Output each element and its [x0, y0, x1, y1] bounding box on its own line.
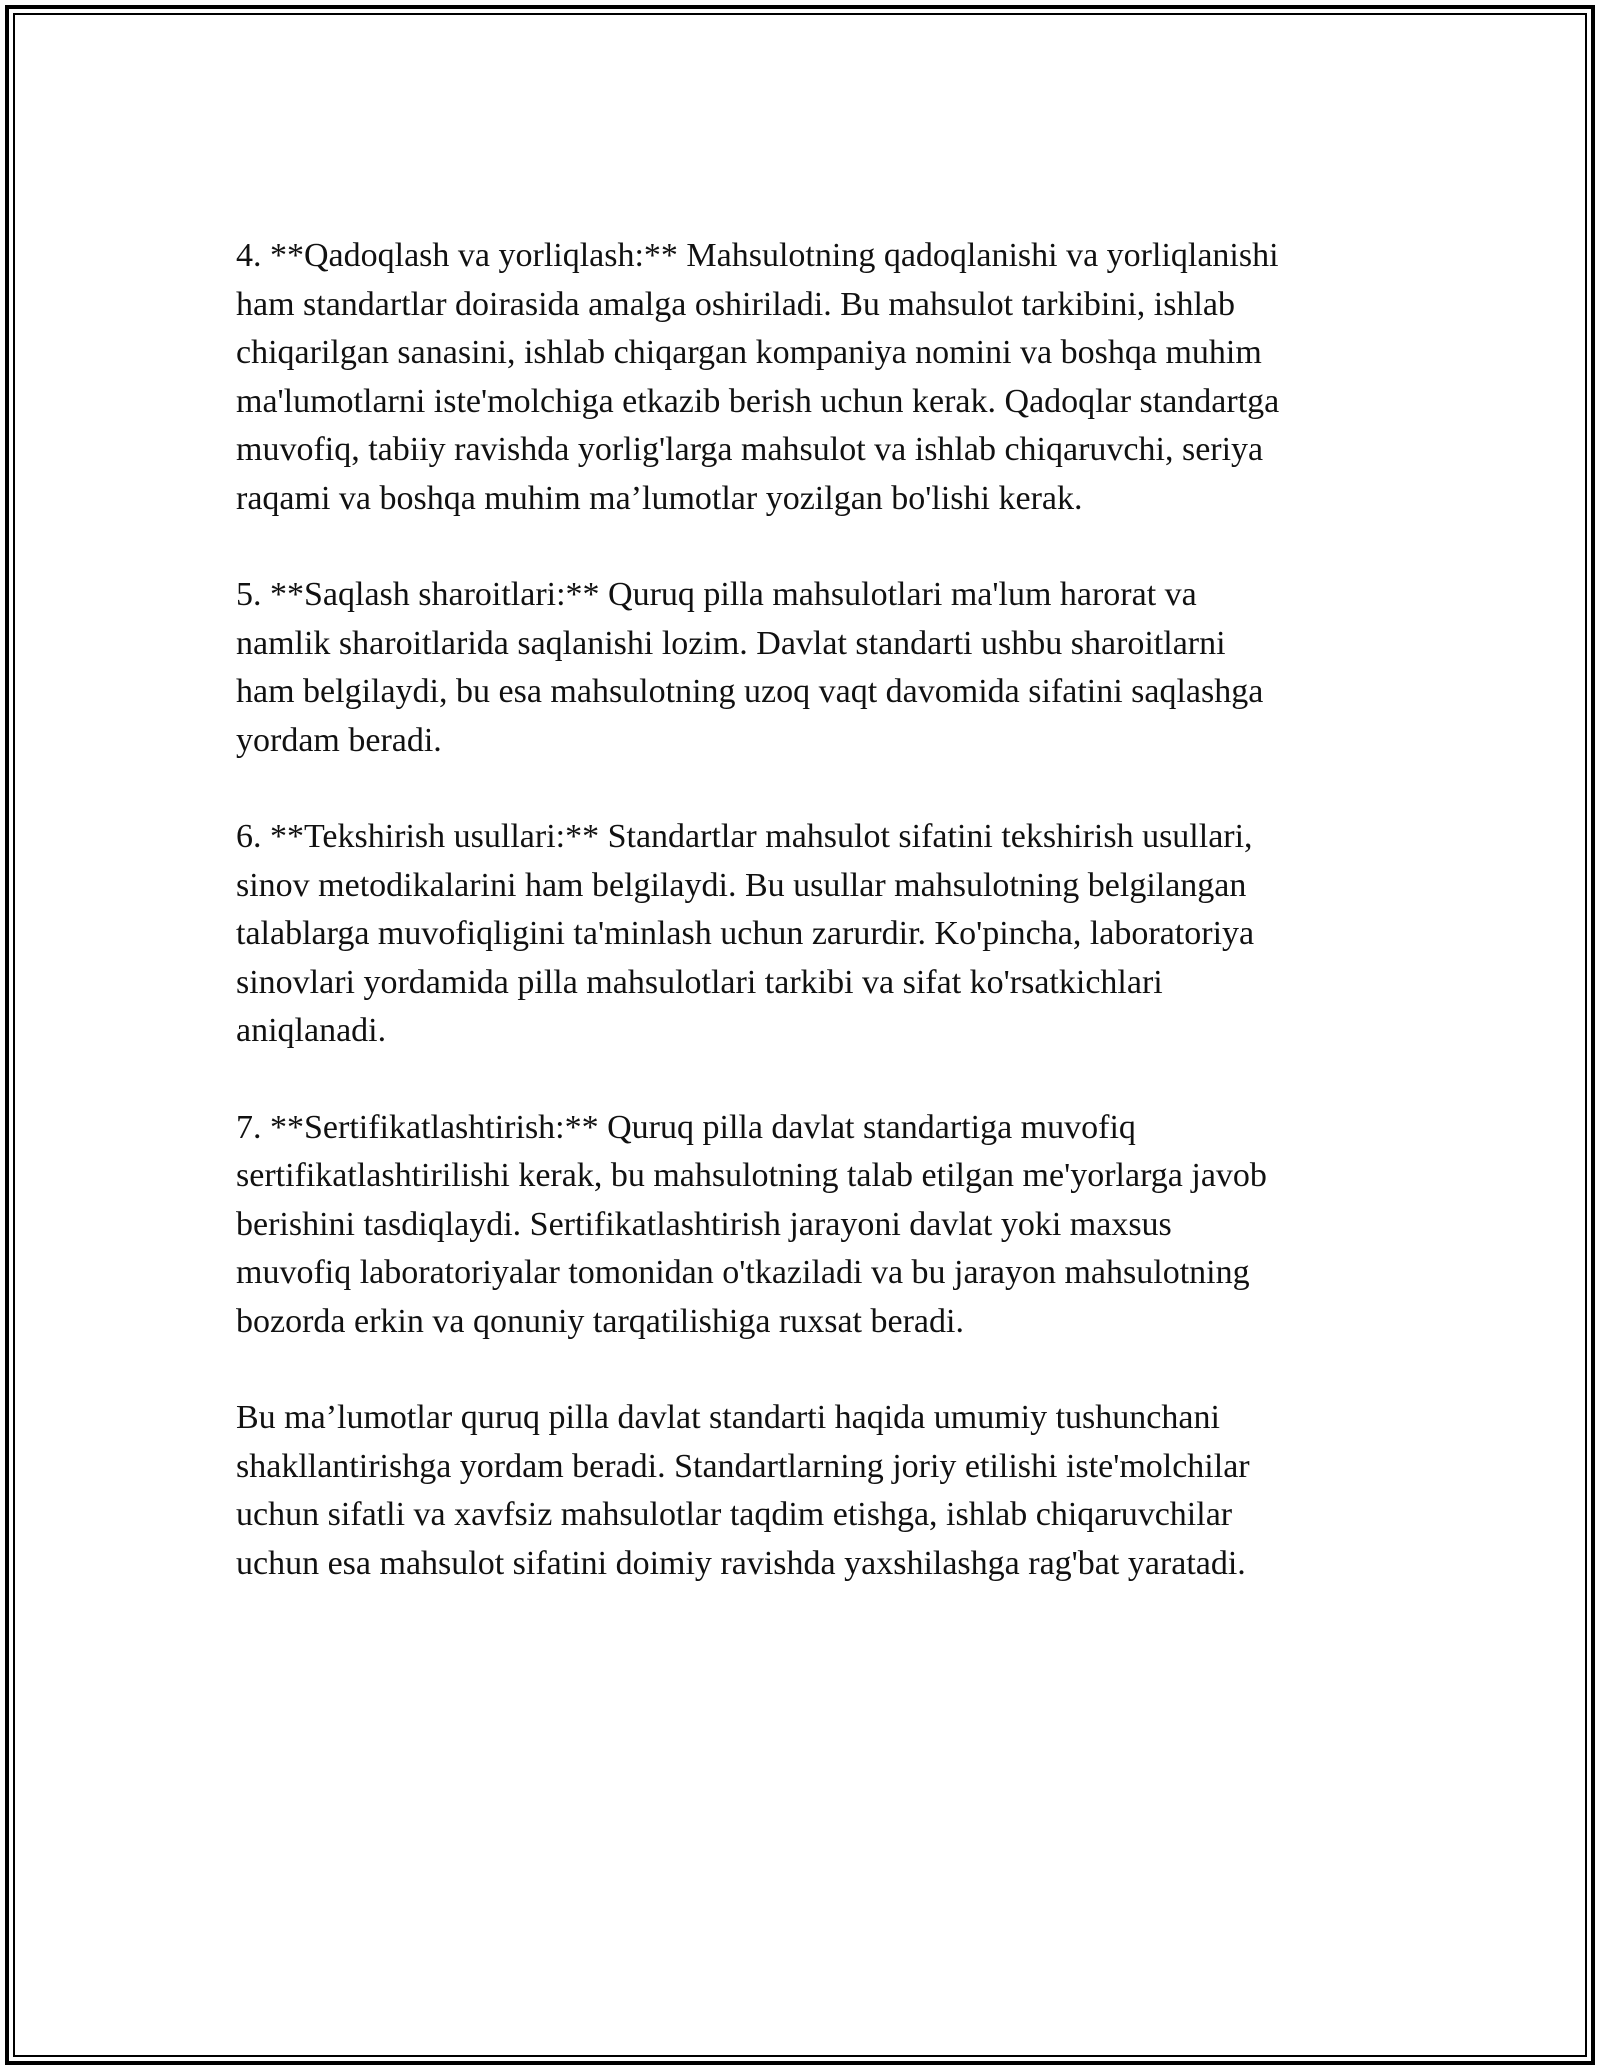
paragraph-testing-methods: 6. **Tekshirish usullari:** Standartlar mahsulot sifatini tekshirish usullari, sinov metodikalarini ham belgilaydi. Bu usullar mahsulotning belgilangan talablarga muvofiqligini ta'minlash uchun zarurdir. Ko'pincha, laboratoriya sinovlari yordamida pilla mahsulotlari tarkibi va sifat ko'rsatkichlari aniqlanadi. [236, 818, 1255, 1049]
paragraph-storage-conditions: 5. **Saqlash sharoitlari:** Quruq pilla mahsulotlari ma'lum harorat va namlik sharoitlarida saqlanishi lozim. Davlat standarti ushbu sharoitlarni ham belgilaydi, bu esa mahsulotning uzoq vaqt davomida sifatini saqlashga yordam beradi. [236, 576, 1264, 759]
paragraph-packaging-labeling: 4. **Qadoqlash va yorliqlash:** Mahsulotning qadoqlanishi va yorliqlanishi ham standartlar doirasida amalga oshiriladi. Bu mahsulot tarkibini, ishlab chiqarilgan sanasini, ishlab chiqargan kompaniya nomini va boshqa muhim ma'lumotlarni iste'molchiga etkazib berish uchun kerak. Qadoqlar standartga muvofiq, tabiiy ravishda yorlig'larga mahsulot va ishlab chiqaruvchi, seriya raqami va boshqa muhim ma’lumotlar yozilgan bo'lishi kerak. [236, 237, 1280, 517]
paragraph-certification: 7. **Sertifikatlashtirish:** Quruq pilla davlat standartiga muvofiq sertifikatlashtirilishi kerak, bu mahsulotning talab etilgan me'yorlarga javob berishini tasdiqlaydi. Sertifikatlashtirish jarayoni davlat yoki maxsus muvofiq laboratoriyalar tomonidan o'tkaziladi va bu jarayon mahsulotning bozorda erkin va qonuniy tarqatilishiga ruxsat beradi. [236, 1108, 1267, 1340]
document-body [236, 232, 1386, 1588]
paragraph-conclusion: Bu ma’lumotlar quruq pilla davlat standarti haqida umumiy tushunchani shakllantirishga yordam beradi. Standartlarning joriy etilishi iste'molchilar uchun sifatli va xavfsiz mahsulotlar taqdim etishga, ishlab chiqaruvchilar uchun esa mahsulot sifatini doimiy ravishda yaxshilashga rag'bat yaratadi. [236, 1399, 1250, 1582]
